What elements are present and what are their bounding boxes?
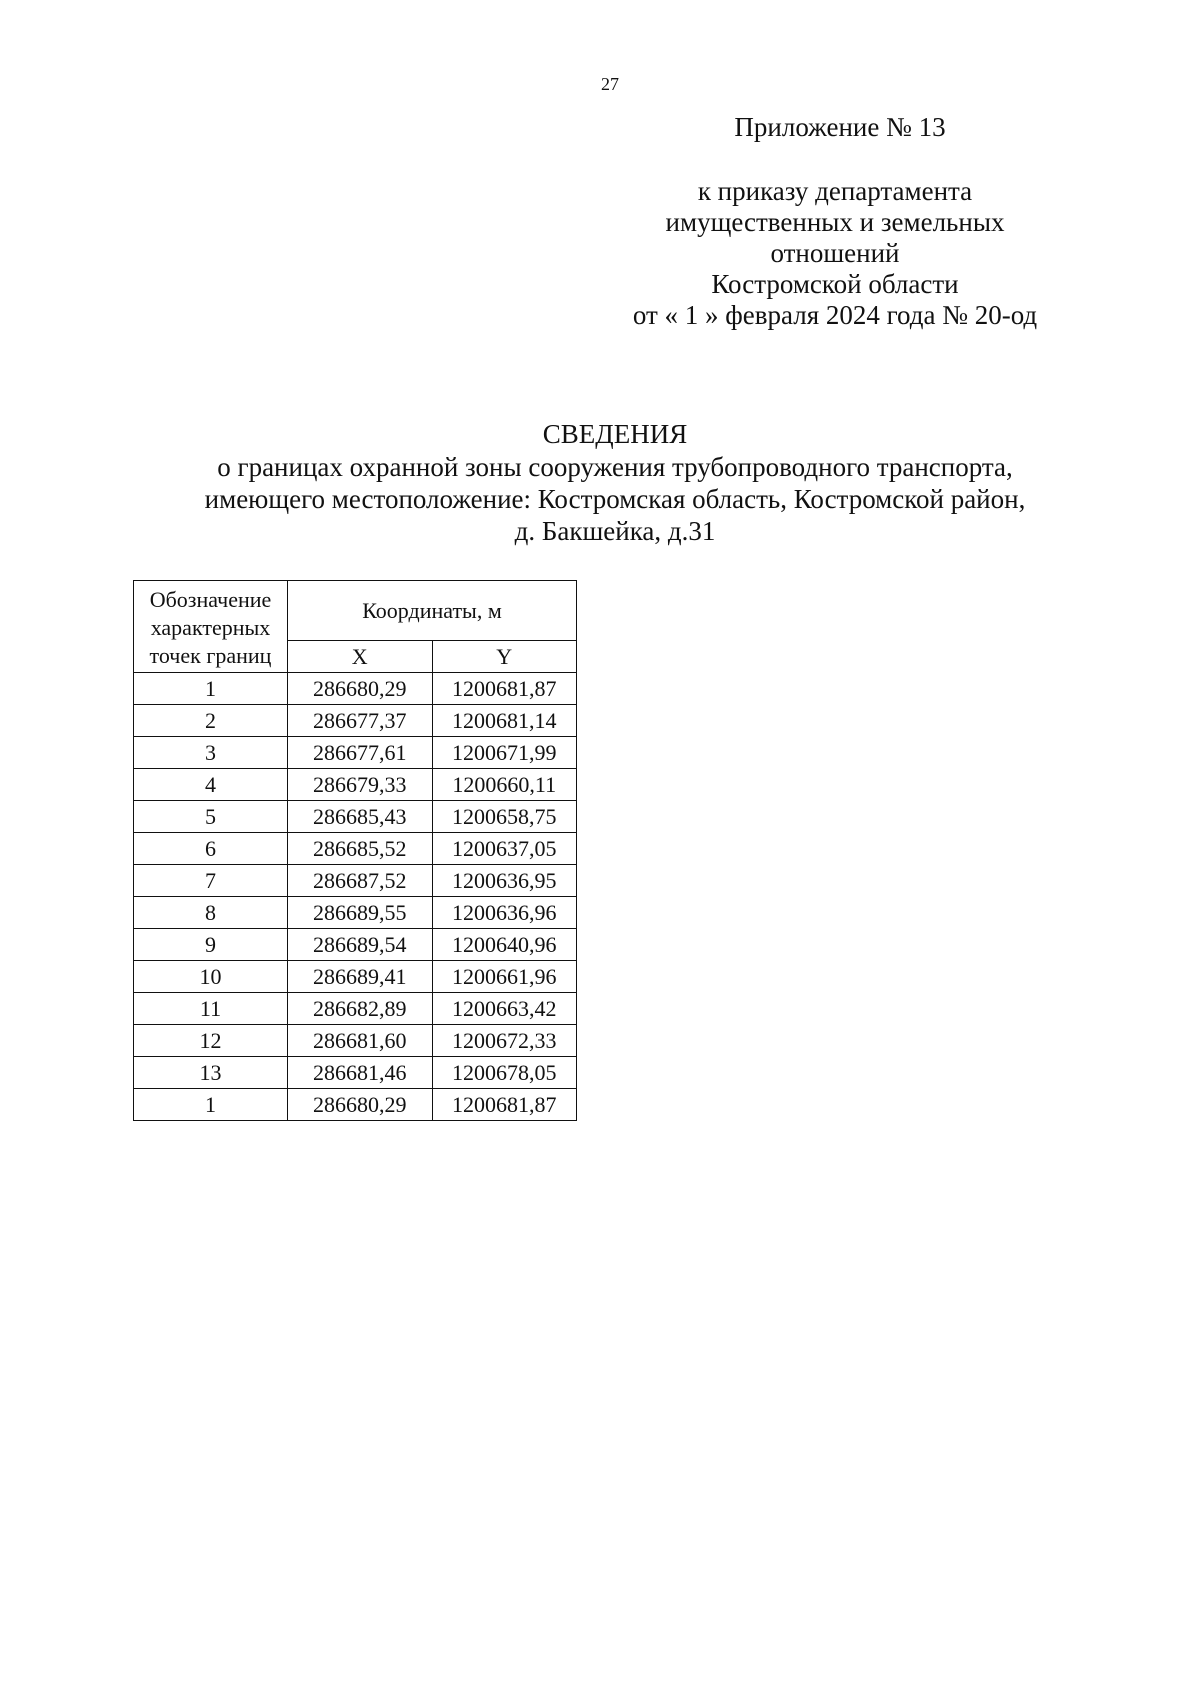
header-coordinates: Координаты, м	[288, 581, 577, 641]
document-heading: СВЕДЕНИЯ	[542, 419, 688, 449]
cell-y: 1200660,11	[432, 769, 577, 801]
table-row	[134, 673, 577, 705]
table-row	[134, 929, 577, 961]
table-row	[134, 1057, 577, 1089]
cell-x: 286681,60	[288, 1025, 433, 1057]
cell-point: 1	[134, 673, 288, 705]
cell-point: 6	[134, 833, 288, 865]
cell-y: 1200663,42	[432, 993, 577, 1025]
table-row	[134, 1025, 577, 1057]
cell-y: 1200636,96	[432, 897, 577, 929]
table-row	[134, 737, 577, 769]
table-row	[134, 705, 577, 737]
cell-x: 286679,33	[288, 769, 433, 801]
order-line: к приказу департамента	[697, 176, 973, 206]
cell-x: 286680,29	[288, 673, 433, 705]
cell-x: 286677,37	[288, 705, 433, 737]
cell-point: 4	[134, 769, 288, 801]
table-row	[134, 993, 577, 1025]
table-row	[134, 769, 577, 801]
document-subtitle-line: о границах охранной зоны сооружения трубопроводного транспорта,	[217, 452, 1013, 482]
order-reference	[560, 176, 1110, 331]
order-line: имущественных и земельных	[665, 207, 1005, 237]
page-number: 27	[601, 74, 619, 94]
cell-x: 286687,52	[288, 865, 433, 897]
cell-y: 1200681,87	[432, 673, 577, 705]
cell-y: 1200640,96	[432, 929, 577, 961]
cell-point: 12	[134, 1025, 288, 1057]
cell-point: 3	[134, 737, 288, 769]
order-line: от « 1 » февраля 2024 года № 20-од	[632, 300, 1038, 330]
cell-point: 9	[134, 929, 288, 961]
cell-y: 1200678,05	[432, 1057, 577, 1089]
document-title-block	[110, 418, 1120, 547]
cell-y: 1200636,95	[432, 865, 577, 897]
appendix-title: Приложение № 13	[734, 112, 946, 142]
cell-point: 13	[134, 1057, 288, 1089]
order-line: отношений	[770, 238, 900, 268]
cell-x: 286689,41	[288, 961, 433, 993]
cell-y: 1200671,99	[432, 737, 577, 769]
coordinates-table-body	[134, 673, 577, 1121]
header-point-designation: Обозначение характерных точек границ	[134, 581, 288, 673]
document-subtitle-line: д. Бакшейка, д.31	[514, 516, 716, 546]
cell-x: 286677,61	[288, 737, 433, 769]
cell-y: 1200637,05	[432, 833, 577, 865]
cell-point: 7	[134, 865, 288, 897]
cell-x: 286680,29	[288, 1089, 433, 1121]
order-line: Костромской области	[711, 269, 959, 299]
cell-x: 286681,46	[288, 1057, 433, 1089]
header-x: X	[288, 640, 433, 672]
cell-y: 1200681,14	[432, 705, 577, 737]
document-subtitle-line: имеющего местоположение: Костромская область, Костромской район,	[204, 484, 1026, 514]
cell-x: 286689,54	[288, 929, 433, 961]
cell-point: 1	[134, 1089, 288, 1121]
cell-y: 1200672,33	[432, 1025, 577, 1057]
cell-x: 286685,52	[288, 833, 433, 865]
coordinates-table	[133, 580, 577, 1121]
cell-x: 286689,55	[288, 897, 433, 929]
cell-point: 11	[134, 993, 288, 1025]
table-row	[134, 801, 577, 833]
header-y: Y	[432, 640, 577, 672]
cell-point: 5	[134, 801, 288, 833]
cell-y: 1200661,96	[432, 961, 577, 993]
table-row	[134, 961, 577, 993]
table-row	[134, 865, 577, 897]
appendix-block	[560, 112, 1110, 331]
table-row	[134, 1089, 577, 1121]
cell-y: 1200681,87	[432, 1089, 577, 1121]
cell-x: 286682,89	[288, 993, 433, 1025]
cell-point: 10	[134, 961, 288, 993]
cell-point: 2	[134, 705, 288, 737]
cell-point: 8	[134, 897, 288, 929]
table-row	[134, 833, 577, 865]
table-row	[134, 897, 577, 929]
cell-x: 286685,43	[288, 801, 433, 833]
cell-y: 1200658,75	[432, 801, 577, 833]
